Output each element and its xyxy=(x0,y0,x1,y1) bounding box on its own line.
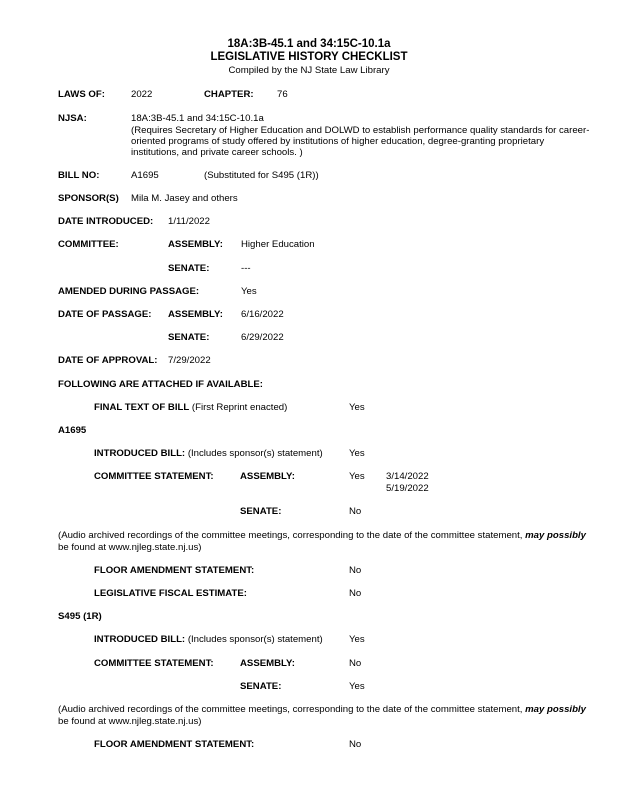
chapter-value: 76 xyxy=(277,89,288,100)
a1695-floor-amendment-label: FLOOR AMENDMENT STATEMENT: xyxy=(94,565,255,576)
committee-senate-label: SENATE: xyxy=(168,263,210,274)
committee-label: COMMITTEE: xyxy=(58,239,119,250)
s495-introduced-value: Yes xyxy=(349,634,365,645)
passage-assembly-value: 6/16/2022 xyxy=(241,309,284,320)
a1695-cs-assembly-date-2: 5/19/2022 xyxy=(386,483,429,494)
a1695-audio-note-url: be found at www.njleg.state.nj.us) xyxy=(58,541,202,553)
s495-introduced-row xyxy=(94,634,323,645)
bill-no-label: BILL NO: xyxy=(58,170,100,181)
s495-audio-note-text: (Audio archived recordings of the committee meetings, corresponding to the date of the committee statement, xyxy=(58,704,526,715)
compiled-by: Compiled by the NJ State Law Library xyxy=(228,65,390,76)
sponsors-value: Mila M. Jasey and others xyxy=(131,193,238,204)
committee-assembly-label: ASSEMBLY: xyxy=(168,239,223,250)
committee-senate-value: --- xyxy=(241,263,251,274)
date-of-approval-value: 7/29/2022 xyxy=(168,355,211,366)
date-introduced-label: DATE INTRODUCED: xyxy=(58,216,154,227)
s495-floor-amendment-value: No xyxy=(349,739,362,750)
attached-heading: FOLLOWING ARE ATTACHED IF AVAILABLE: xyxy=(58,379,263,390)
s495-committee-statement-label: COMMITTEE STATEMENT: xyxy=(94,658,214,669)
s495-introduced-note: (Includes sponsor(s) statement) xyxy=(187,634,323,645)
amended-value: Yes xyxy=(241,286,257,297)
s495-cs-assembly-value: No xyxy=(349,658,362,669)
bill-substitution-note: (Substituted for S495 (1R)) xyxy=(204,170,319,181)
a1695-audio-note-emphasis: may possibly xyxy=(525,530,586,541)
date-of-approval-label: DATE OF APPROVAL: xyxy=(58,355,158,366)
chapter-label: CHAPTER: xyxy=(204,89,254,100)
a1695-cs-assembly-date-1: 3/14/2022 xyxy=(386,471,429,482)
page-citation: 18A:3B-45.1 and 34:15C-10.1a xyxy=(227,38,391,50)
s495-audio-note-url: be found at www.njleg.state.nj.us) xyxy=(58,715,202,727)
sponsors-label: SPONSOR(S) xyxy=(58,193,119,204)
njsa-description-line-2: oriented programs of study offered by institutions of higher education, degree-granting proprietary xyxy=(131,136,545,147)
page-title: LEGISLATIVE HISTORY CHECKLIST xyxy=(210,51,408,63)
final-text-label: FINAL TEXT OF BILL xyxy=(94,402,190,413)
s495-introduced-label: INTRODUCED BILL: xyxy=(94,634,186,645)
a1695-cs-senate-label: SENATE: xyxy=(240,506,282,517)
s495-heading: S495 (1R) xyxy=(58,611,102,622)
s495-audio-note xyxy=(58,704,604,728)
s495-cs-senate-value: Yes xyxy=(349,681,365,692)
final-text-note: (First Reprint enacted) xyxy=(191,402,288,413)
a1695-introduced-value: Yes xyxy=(349,448,365,459)
njsa-citation: 18A:3B-45.1 and 34:15C-10.1a xyxy=(131,113,264,124)
s495-floor-amendment-label: FLOOR AMENDMENT STATEMENT: xyxy=(94,739,255,750)
a1695-fiscal-estimate-value: No xyxy=(349,588,362,599)
a1695-fiscal-estimate-label: LEGISLATIVE FISCAL ESTIMATE: xyxy=(94,588,247,599)
a1695-cs-senate-value: No xyxy=(349,506,362,517)
final-text-row xyxy=(94,402,287,413)
passage-senate-label: SENATE: xyxy=(168,332,210,343)
laws-of-label: LAWS OF: xyxy=(58,89,105,100)
bill-no-value: A1695 xyxy=(131,170,159,181)
a1695-introduced-row xyxy=(94,448,323,459)
a1695-floor-amendment-value: No xyxy=(349,565,362,576)
laws-of-value: 2022 xyxy=(131,89,153,100)
committee-assembly-value: Higher Education xyxy=(241,239,315,250)
njsa-description-line-1: (Requires Secretary of Higher Education and DOLWD to establish performance quality standards for career- xyxy=(131,125,590,136)
passage-senate-value: 6/29/2022 xyxy=(241,332,284,343)
passage-assembly-label: ASSEMBLY: xyxy=(168,309,223,320)
s495-cs-senate-label: SENATE: xyxy=(240,681,282,692)
a1695-committee-statement-label: COMMITTEE STATEMENT: xyxy=(94,471,214,482)
njsa-description-line-3: institutions, and private career schools. ) xyxy=(131,147,303,158)
final-text-value: Yes xyxy=(349,402,365,413)
s495-cs-assembly-label: ASSEMBLY: xyxy=(240,658,295,669)
a1695-cs-assembly-label: ASSEMBLY: xyxy=(240,471,295,482)
date-of-passage-label: DATE OF PASSAGE: xyxy=(58,309,152,320)
a1695-introduced-label: INTRODUCED BILL: xyxy=(94,448,186,459)
date-introduced-value: 1/11/2022 xyxy=(168,216,210,227)
a1695-audio-note-text: (Audio archived recordings of the committee meetings, corresponding to the date of the committee statement, xyxy=(58,530,526,541)
a1695-audio-note xyxy=(58,530,604,554)
njsa-label: NJSA: xyxy=(58,113,87,124)
a1695-introduced-note: (Includes sponsor(s) statement) xyxy=(187,448,323,459)
a1695-heading: A1695 xyxy=(58,425,87,436)
s495-audio-note-emphasis: may possibly xyxy=(525,704,586,715)
amended-label: AMENDED DURING PASSAGE: xyxy=(58,286,200,297)
a1695-cs-assembly-value: Yes xyxy=(349,471,365,482)
